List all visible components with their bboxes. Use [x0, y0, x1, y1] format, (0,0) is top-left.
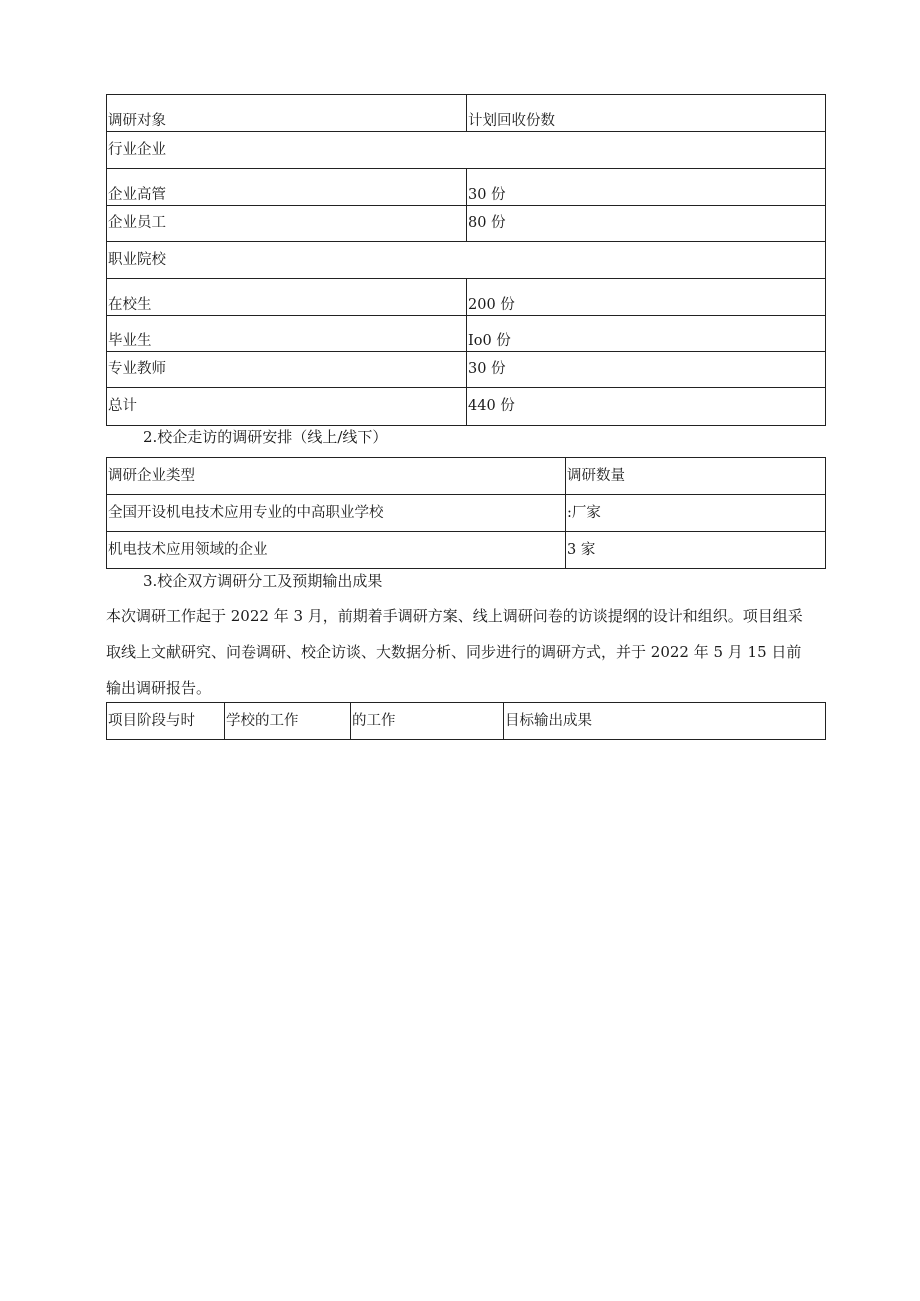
header-stage-time: 项目阶段与时 — [107, 703, 225, 740]
header-enterprise-type: 调研企业类型 — [107, 458, 566, 495]
row-value: 30 份 — [467, 352, 826, 388]
header-planned-count: 计划回收份数 — [467, 95, 826, 132]
paragraph-line: 输出调研报告。 — [106, 679, 212, 697]
table-row — [107, 206, 826, 242]
row-value: 3 家 — [566, 532, 826, 569]
header-visit-count: 调研数量 — [566, 458, 826, 495]
group-label-college: 职业院校 — [107, 242, 826, 279]
row-label: 毕业生 — [107, 316, 467, 352]
table-header-row — [107, 458, 826, 495]
row-value: 30 份 — [467, 169, 826, 206]
table-header-row — [107, 95, 826, 132]
row-label: 企业高管 — [107, 169, 467, 206]
group-row — [107, 242, 826, 279]
total-row — [107, 388, 826, 426]
row-label: 专业教师 — [107, 352, 467, 388]
table-row — [107, 279, 826, 316]
row-value: Io0 份 — [467, 316, 826, 352]
survey-quota-table — [106, 94, 826, 426]
group-row — [107, 132, 826, 169]
table-row — [107, 532, 826, 569]
row-value: :厂家 — [566, 495, 826, 532]
row-label: 全国开设机电技术应用专业的中高职业学校 — [107, 495, 566, 532]
section-heading: 3.校企双方调研分工及预期输出成果 — [143, 572, 383, 590]
table-row — [107, 169, 826, 206]
paragraph-line: 本次调研工作起于 2022 年 3 月，前期着手调研方案、线上调研问卷的访谈提纲的设计和组织。项目组采 — [106, 607, 803, 625]
paragraph-line: 取线上文献研究、问卷调研、校企访谈、大数据分析、同步进行的调研方式，并于 2022 年 5 月 15 日前 — [106, 643, 802, 661]
row-value: 440 份 — [467, 388, 826, 426]
division-table — [106, 702, 826, 740]
row-value: 80 份 — [467, 206, 826, 242]
row-value: 200 份 — [467, 279, 826, 316]
visit-plan-table — [106, 457, 826, 569]
row-label: 总计 — [107, 388, 467, 426]
group-label-industry: 行业企业 — [107, 132, 826, 169]
header-survey-target: 调研对象 — [107, 95, 467, 132]
header-partner-work: 的工作 — [351, 703, 504, 740]
table-row — [107, 316, 826, 352]
row-label: 机电技术应用领域的企业 — [107, 532, 566, 569]
header-school-work: 学校的工作 — [225, 703, 351, 740]
table-header-row — [107, 703, 826, 740]
row-label: 企业员工 — [107, 206, 467, 242]
row-label: 在校生 — [107, 279, 467, 316]
section-heading: 2.校企走访的调研安排（线上/线下） — [143, 428, 388, 446]
table-row — [107, 352, 826, 388]
table-row — [107, 495, 826, 532]
header-target-output: 目标输出成果 — [504, 703, 826, 740]
